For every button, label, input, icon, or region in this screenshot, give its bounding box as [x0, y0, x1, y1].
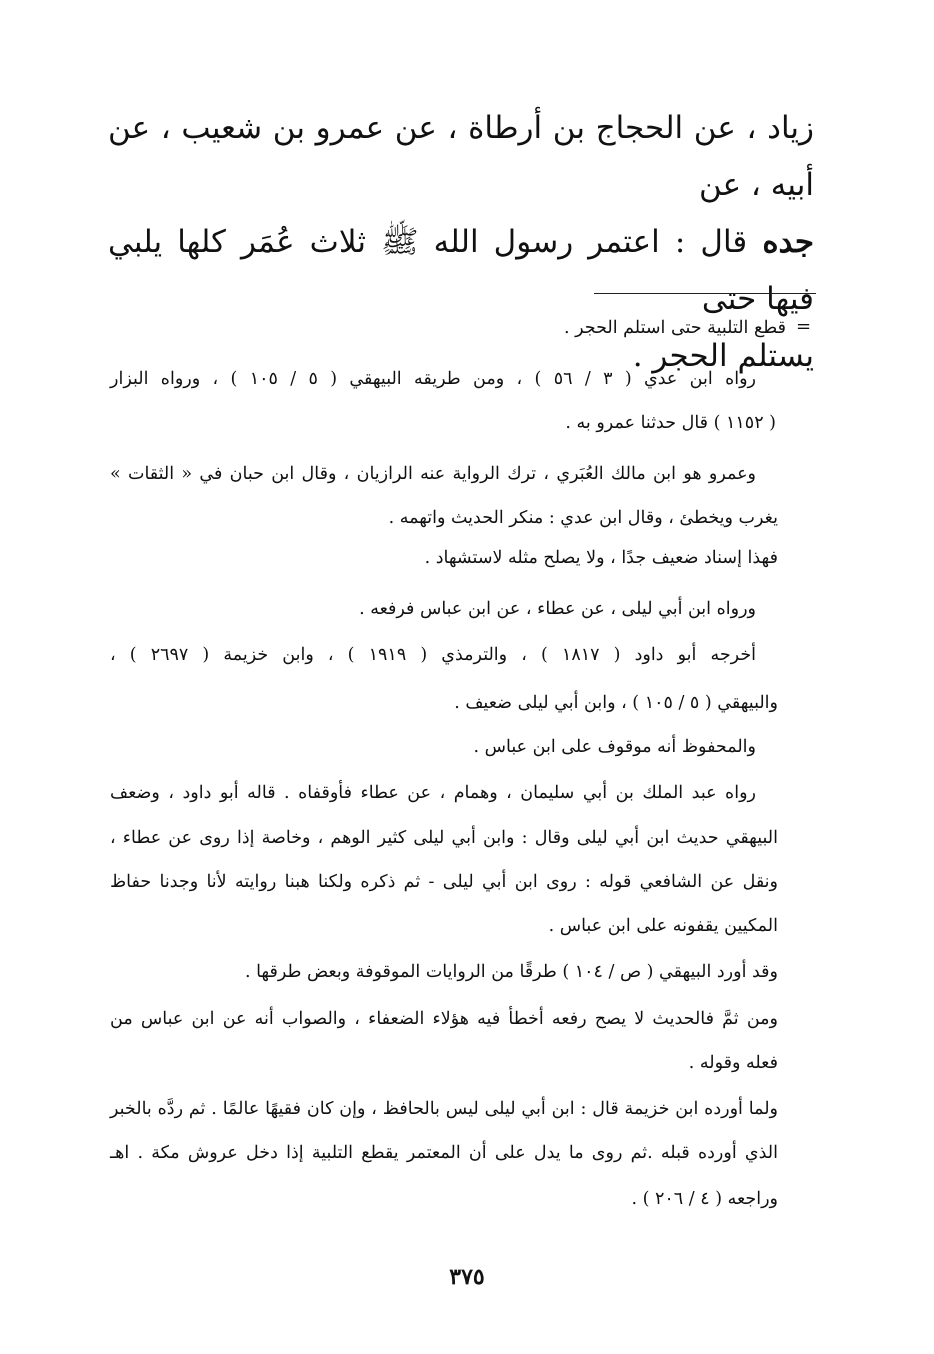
footnote-line: فعله وقوله .	[688, 1053, 778, 1073]
footnote-line: فهذا إسناد ضعيف جدًا ، ولا يصلح مثله لاستشهاد .	[424, 548, 778, 568]
footnote-line: الذي أورده قبله .ثم روى ما يدل على أن المعتمر يقطع التلبية إذا دخل عروش مكة . اهـ	[110, 1143, 778, 1163]
footnote-separator	[594, 293, 816, 294]
footnote-line: أخرجه أبو داود ( ١٨١٧ ) ، والترمذي ( ١٩١٩ ) ، وابن خزيمة ( ٢٦٩٧ ) ،	[110, 645, 756, 665]
footnote-line: ونقل عن الشافعي قوله : روى ابن أبي ليلى - ثم ذكره ولكنا هبنا روايته لأنا وجدنا حفاظ	[110, 872, 778, 892]
footnote-line: المكيين يقفونه على ابن عباس .	[548, 916, 778, 936]
footnote-line: البيهقي حديث ابن أبي ليلى وقال : وابن أبي ليلى كثير الوهم ، وخاصة إذا روى عن عطاء ،	[110, 828, 778, 848]
page-number: ٣٧٥	[449, 1264, 485, 1290]
footnote-line: قطع التلبية حتى استلم الحجر .	[564, 318, 786, 338]
footnote-line: وقد أورد البيهقي ( ص / ١٠٤ ) طرقًا من الروايات الموقوفة وبعض طرقها .	[244, 962, 778, 982]
footnote-line: ولما أورده ابن خزيمة قال : ابن أبي ليلى ليس بالحافظ ، وإن كان فقيهًا عالمًا . ثم ردَّه بالخبر	[110, 1099, 778, 1119]
footnote-line: يغرب ويخطئ ، وقال ابن عدي : منكر الحديث واتهمه .	[388, 508, 778, 528]
footnote-line: ومن ثمَّ فالحديث لا يصح رفعه أخطأ فيه هؤلاء الضعفاء ، والصواب أنه عن ابن عباس من	[110, 1009, 778, 1029]
main-text-line-3: يستلم الحجر .	[632, 338, 814, 374]
footnote-line: ورواه ابن أبي ليلى ، عن عطاء ، عن ابن عباس فرفعه .	[359, 599, 756, 619]
footnote-line: والمحفوظ أنه موقوف على ابن عباس .	[473, 737, 756, 757]
main-text	[108, 100, 814, 385]
footnote-continuation-marker: =	[796, 316, 812, 337]
footnote-line: وراجعه ( ٤ / ٢٠٦ ) .	[631, 1189, 778, 1209]
main-text-line-1: زياد ، عن الحجاج بن أرطاة ، عن عمرو بن شعيب ، عن أبيه ، عن	[108, 110, 814, 203]
footnote-line: رواه ابن عدي ( ٣ / ٥٦ ) ، ومن طريقه البيهقي ( ٥ / ١٠٥ ) ، ورواه البزار	[110, 369, 757, 389]
main-text-line-2-text: قال : اعتمر رسول الله ﷺ ثلاث عُمَر كلها يلبي فيها حتى	[108, 224, 814, 317]
footnote-line: والبيهقي ( ٥ / ١٠٥ ) ، وابن أبي ليلى ضعيف .	[454, 693, 778, 713]
bold-word: جده	[762, 224, 814, 260]
footnote-line: ( ١١٥٢ ) قال حدثنا عمرو به .	[565, 413, 776, 433]
main-text-line-2	[108, 214, 814, 328]
footnote-line: رواه عبد الملك بن أبي سليمان ، وهمام ، عن عطاء فأوقفاه . قاله أبو داود ، وضعف	[110, 783, 756, 803]
footnote-line: وعمرو هو ابن مالك العُبَري ، ترك الرواية عنه الرازيان ، وقال ابن حبان في « الثقات »	[110, 464, 756, 484]
